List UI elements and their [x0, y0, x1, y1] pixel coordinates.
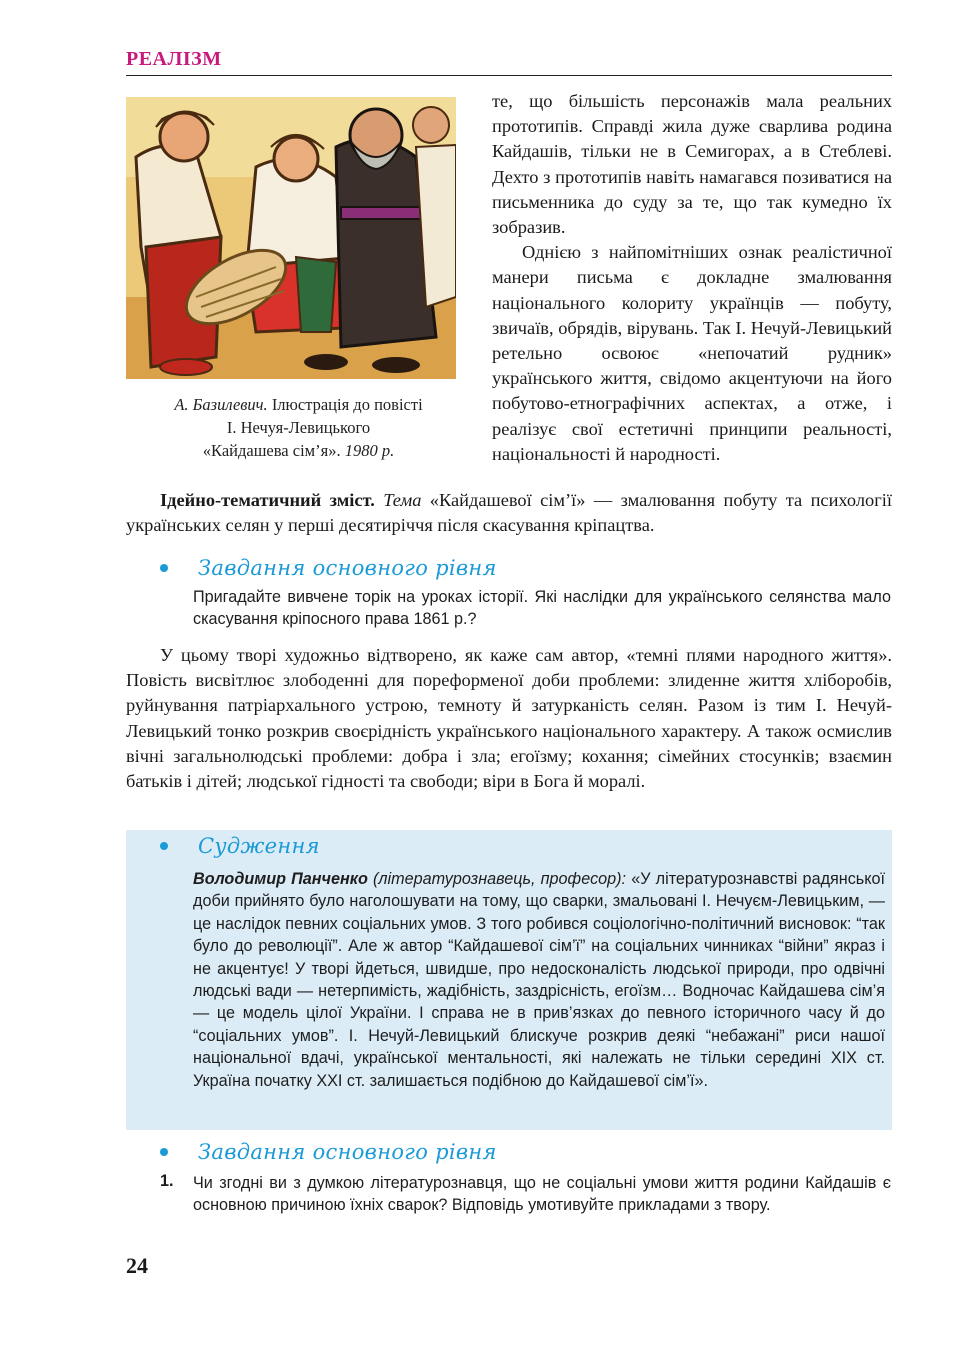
opinion-heading [160, 834, 320, 858]
bullet-icon [160, 842, 168, 850]
section-title: РЕАЛІЗМ [126, 48, 222, 70]
caption-year: 1980 р. [344, 441, 395, 460]
task-title-1: Завдання основного рівня [198, 556, 497, 580]
theme-paragraph [126, 488, 892, 538]
caption-line-3 [126, 439, 471, 462]
opinion-title: Судження [198, 834, 320, 858]
task-text-1: Пригадайте вивчене торік на уроках історії. Які наслідки для українського селянства мало скасування кріпосного права 1861 р.? [193, 588, 891, 628]
caption-line-2: І. Нечуя-Левицького [226, 418, 371, 437]
figure-caption [126, 393, 471, 462]
task-heading-2 [160, 1140, 497, 1164]
task-title-2: Завдання основного рівня [198, 1140, 497, 1164]
theme-text: «Кайдашевої сім’ї» — змалювання побуту та психології українських селян у перші десятиріччя після скасування кріпацтва. [126, 490, 893, 536]
right-paragraph-1: те, що більшість персонажів мала реальних прототипів. Справді жила дуже сварлива родина Кайдашів, тільки не в Семигорах, а в Стеблеві. Дехто з прототипів навіть намагався позиватися на письменника до суду за те, що так кумедно їх зобразив. [492, 91, 892, 238]
opinion-quote: «У літературознавстві радянської доби прийнято було наголошувати на тому, що сварки, змальовані І. Нечуєм-Левицьким, — це наслідок певних соціальних умов. З того робився соціологічно-політичний висновок: “так було до революції”. Але ж автор “Кайдашевої сім’ї” на соціальних чинниках “війни” якраз і не акцентує! У творі йдеться, швидше, про недосконалість людської природи, про одвічні людські вади — нетерпимість, жадібність, заздрісність, егоїзм… Водночас Кайдашева сім’я — це модель цілої України. І справа не в прив’язках до певного історичного часу й до “соціальних умов”. І. Нечуй-Левицький блискуче розкрив деякі “небажані” риси нашої національної вдачі, української ментальності, які належать не тільки середині XIX ст. Україна початку XXI ст. залишається подібною до Кайдашевої сім’ї». [193, 870, 886, 1090]
illustration-image [126, 97, 456, 379]
bullet-icon [160, 1148, 168, 1156]
right-paragraph-2: Однією з найпомітніших ознак реалістичної манери письма є докладне змалювання національного колориту українців — побуту, звичаїв, обрядів, вірувань. Так І. Нечуй-Левицький ретельно освоює «непочатий рудник» українського життя, свідомо акцентуючи на його побутово-етнографічних аспектах, а отже, і реалізує свої естетичні принципи реальності, національності й народності. [492, 242, 892, 464]
page-number: 24 [126, 1253, 148, 1278]
task-heading-1 [160, 556, 497, 580]
caption-work: «Кайдашева сім’я». [202, 441, 345, 460]
caption-text: Ілюстрація до повісті [267, 395, 423, 414]
caption-author: А. Базилевич. [174, 395, 268, 414]
bullet-icon [160, 564, 168, 572]
opinion-author-role: (літературознавець, професор): [367, 870, 627, 888]
theme-lead: Ідейно-тематичний зміст. [160, 490, 375, 510]
opinion-text [193, 868, 885, 1092]
question-text: Чи згодні ви з думкою літературознавця, що не соціальні умови життя родини Кайдашів є основною причиною їхніх сварок? Відповідь умотивуйте прикладами з твору. [193, 1174, 891, 1214]
caption-line-1 [126, 393, 471, 416]
header-divider [126, 75, 892, 76]
opinion-author: Володимир Панченко [193, 870, 368, 888]
question-number: 1. [160, 1172, 174, 1190]
body-paragraph: У цьому творі художньо відтворено, як каже сам автор, «темні плями народного життя». Повість висвітлює злободенні для пореформеної доби проблеми: злиденне життя хліборобів, руйнування патріархального устрою, темноту й затурканість селян. Разом із тим І. Нечуй-Левицький тонко розкрив своєрідність українського національного характеру. А також осмислив вічні загальнолюдські проблеми: добра і зла; егоїзму; кохання; сімейних стосунків; взаємин батьків і дітей; людської гідності та свободи; віри в Бога й моралі. [126, 645, 892, 792]
theme-tema: Тема [383, 490, 422, 510]
right-column-text [492, 89, 892, 467]
